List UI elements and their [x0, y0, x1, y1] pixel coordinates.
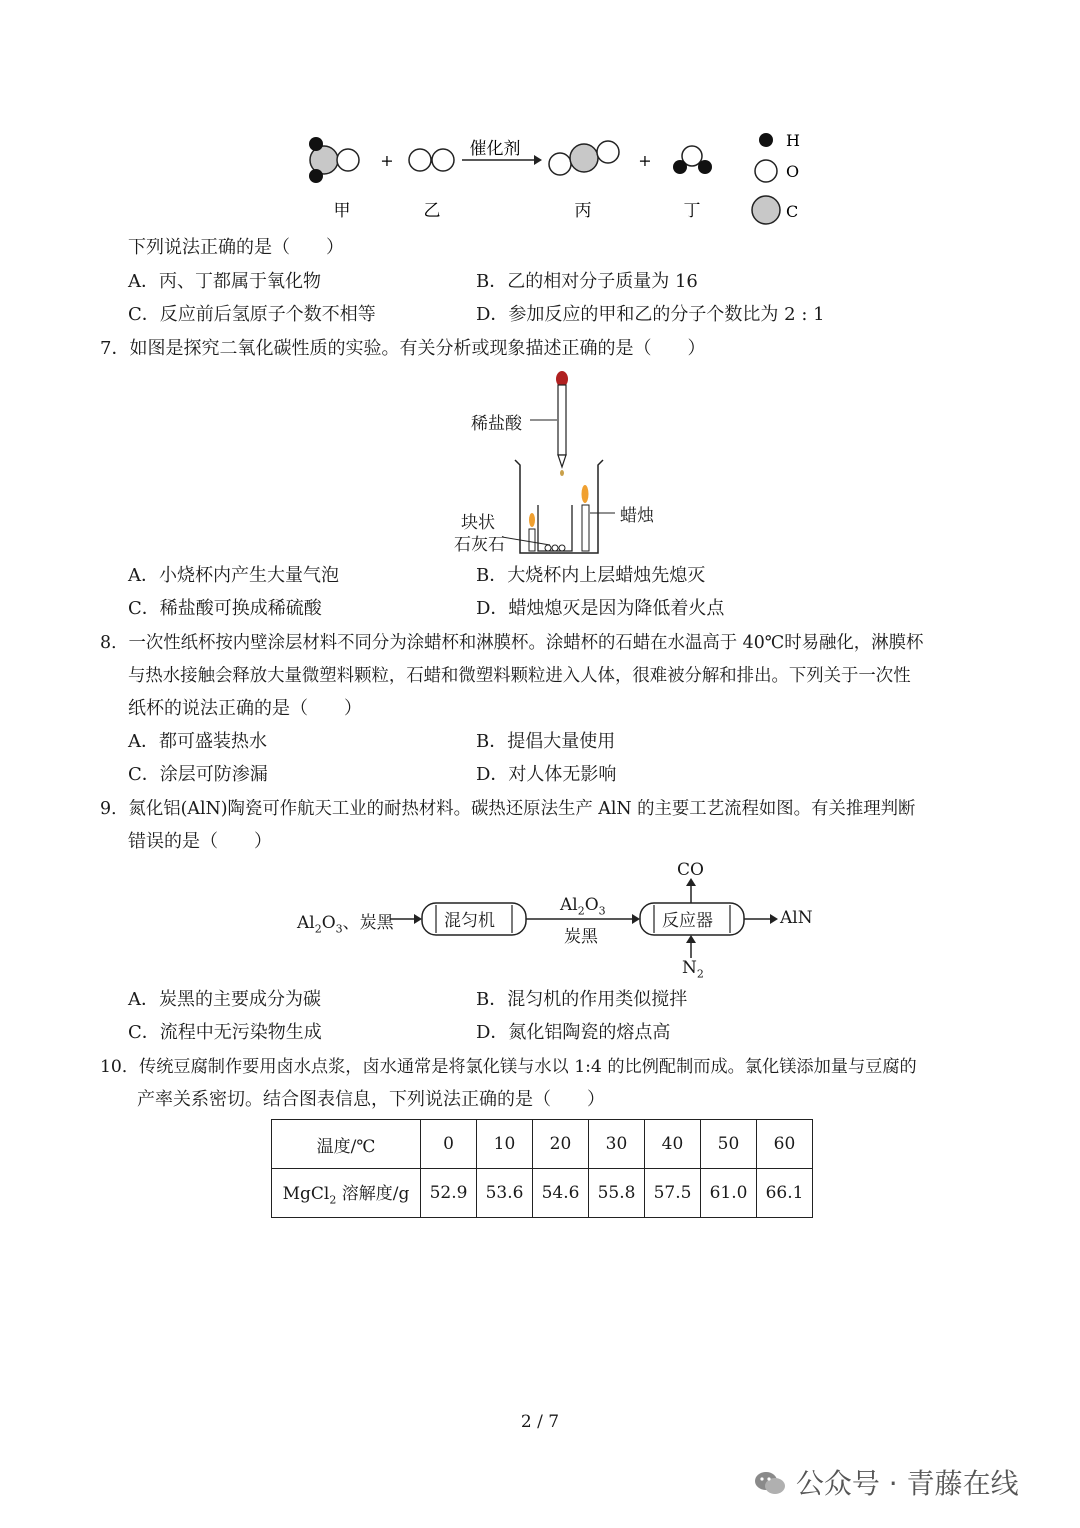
- q8-stem-line-3: 纸杯的说法正确的是（ ）: [128, 698, 362, 719]
- table-cell: 50: [701, 1120, 757, 1169]
- molecule-yi: [409, 149, 454, 171]
- legend-c-label: C: [786, 202, 799, 221]
- q7-option-a: A．小烧杯内产生大量气泡: [128, 565, 339, 586]
- high-candle-icon: [582, 485, 590, 551]
- q9-option-b: B．混匀机的作用类似搅拌: [476, 989, 688, 1010]
- q8-option-d: D．对人体无影响: [476, 764, 617, 785]
- q8-option-a: A．都可盛装热水: [128, 731, 267, 752]
- acid-label: 稀盐酸: [471, 414, 522, 434]
- q8-stem-line-2: 与热水接触会释放大量微塑料颗粒，石蜡和微塑料颗粒进入人体，很难被分解和排出。下列关于一次性: [128, 666, 911, 686]
- q6-stem: 下列说法正确的是（ ）: [128, 237, 344, 258]
- table-row: [272, 1169, 813, 1218]
- reactor-label: 反应器: [662, 911, 713, 931]
- flow-output-label: AlN: [780, 908, 813, 928]
- page-number: 2 / 7: [520, 1412, 560, 1432]
- table-cell: 53.6: [477, 1169, 533, 1218]
- q7-stem: 7．如图是探究二氧化碳性质的实验。有关分析或现象描述正确的是（ ）: [100, 338, 706, 359]
- legend-h-label: H: [786, 131, 800, 150]
- table-cell: 66.1: [757, 1169, 813, 1218]
- q6-option-b: B．乙的相对分子质量为 16: [476, 271, 698, 292]
- table-cell: 54.6: [533, 1169, 589, 1218]
- q8-option-c: C．涂层可防渗漏: [128, 764, 268, 785]
- label-ding: 丁: [683, 201, 701, 221]
- table-row: [272, 1120, 813, 1169]
- q9-option-c: C．流程中无污染物生成: [128, 1022, 322, 1043]
- watermark-text: 公众号 · 青藤在线: [795, 1467, 1019, 1500]
- dropper-icon: [556, 371, 568, 476]
- table-cell: 52.9: [421, 1169, 477, 1218]
- q7-option-c: C．稀盐酸可换成稀硫酸: [128, 598, 322, 619]
- table-cell: 60: [757, 1120, 813, 1169]
- flow-gas-in-label: $N_2$: [682, 958, 704, 981]
- large-beaker: [515, 460, 603, 553]
- low-candle-icon: [529, 513, 535, 551]
- q8-stem-line-1: 8．一次性纸杯按内壁涂层材料不同分为涂蜡杯和淋膜杯。涂蜡杯的石蜡在水温高于 40℃时易融化，淋膜杯: [100, 633, 924, 653]
- candle-label: 蜡烛: [620, 506, 654, 526]
- molecule-bing: [549, 141, 619, 175]
- mixer-label: 混匀机: [444, 911, 495, 931]
- table-cell: 10: [477, 1120, 533, 1169]
- q6-option-a: A．丙、丁都属于氧化物: [128, 271, 321, 292]
- q10-stem-line-2: 产率关系密切。结合图表信息，下列说法正确的是（ ）: [137, 1089, 605, 1110]
- solubility-table: [271, 1119, 813, 1218]
- label-yi: 乙: [423, 201, 441, 221]
- q9-stem-line-2: 错误的是（ ）: [128, 831, 272, 852]
- q7-option-b: B．大烧杯内上层蜡烛先熄灭: [476, 565, 706, 586]
- reaction-diagram: [290, 120, 830, 230]
- q9-stem-line-1: 9．氮化铝(AlN)陶瓷可作航天工业的耐热材料。碳热还原法生产 AlN 的主要工艺流程如图。有关推理判断: [100, 799, 916, 819]
- table-cell: 40: [645, 1120, 701, 1169]
- label-bing: 丙: [574, 201, 592, 221]
- plus-sign-1: +: [380, 151, 394, 170]
- table-cell: 55.8: [589, 1169, 645, 1218]
- limestone-label-2: 石灰石: [454, 535, 505, 555]
- q9-option-a: A．炭黑的主要成分为碳: [128, 989, 321, 1010]
- q6-option-d: D．参加反应的甲和乙的分子个数比为 2 : 1: [476, 304, 825, 325]
- molecule-jia: [309, 137, 359, 183]
- flow-mid-bottom-label: 炭黑: [564, 927, 598, 947]
- temp-header: 温度/℃: [272, 1120, 421, 1169]
- table-cell: 0: [421, 1120, 477, 1169]
- q8-option-b: B．提倡大量使用: [476, 731, 616, 752]
- legend-c-icon: [752, 196, 780, 224]
- molecule-ding: [673, 146, 712, 174]
- q6-option-c: C．反应前后氢原子个数不相等: [128, 304, 376, 325]
- solubility-header: MgCl$_2$ 溶解度/g: [272, 1169, 421, 1218]
- limestone-label-1: 块状: [461, 513, 495, 533]
- flow-input-label: $Al_2O_3$、炭黑: [297, 913, 394, 936]
- q9-option-d: D．氮化铝陶瓷的熔点高: [476, 1022, 671, 1043]
- table-cell: 20: [533, 1120, 589, 1169]
- table-cell: 57.5: [645, 1169, 701, 1218]
- flow-gas-out-label: CO: [677, 860, 704, 880]
- wechat-icon: [753, 1469, 787, 1497]
- catalyst-label: 催化剂: [469, 139, 521, 159]
- legend-o-label: O: [786, 162, 800, 181]
- q7-option-d: D．蜡烛熄灭是因为降低着火点: [476, 598, 725, 619]
- legend: [752, 131, 800, 224]
- label-jia: 甲: [333, 201, 351, 221]
- legend-h-icon: [759, 133, 773, 147]
- table-cell: 61.0: [701, 1169, 757, 1218]
- plus-sign-2: +: [638, 151, 652, 170]
- legend-o-icon: [755, 160, 777, 182]
- table-cell: 30: [589, 1120, 645, 1169]
- q10-stem-line-1: 10．传统豆腐制作要用卤水点浆，卤水通常是将氯化镁与水以 1:4 的比例配制而成。氯化镁添加量与豆腐的: [100, 1057, 917, 1077]
- flow-mid-top-label: $Al_2O_3$: [560, 895, 606, 918]
- reaction-arrow-head: [534, 155, 542, 165]
- watermark: [753, 1462, 1019, 1502]
